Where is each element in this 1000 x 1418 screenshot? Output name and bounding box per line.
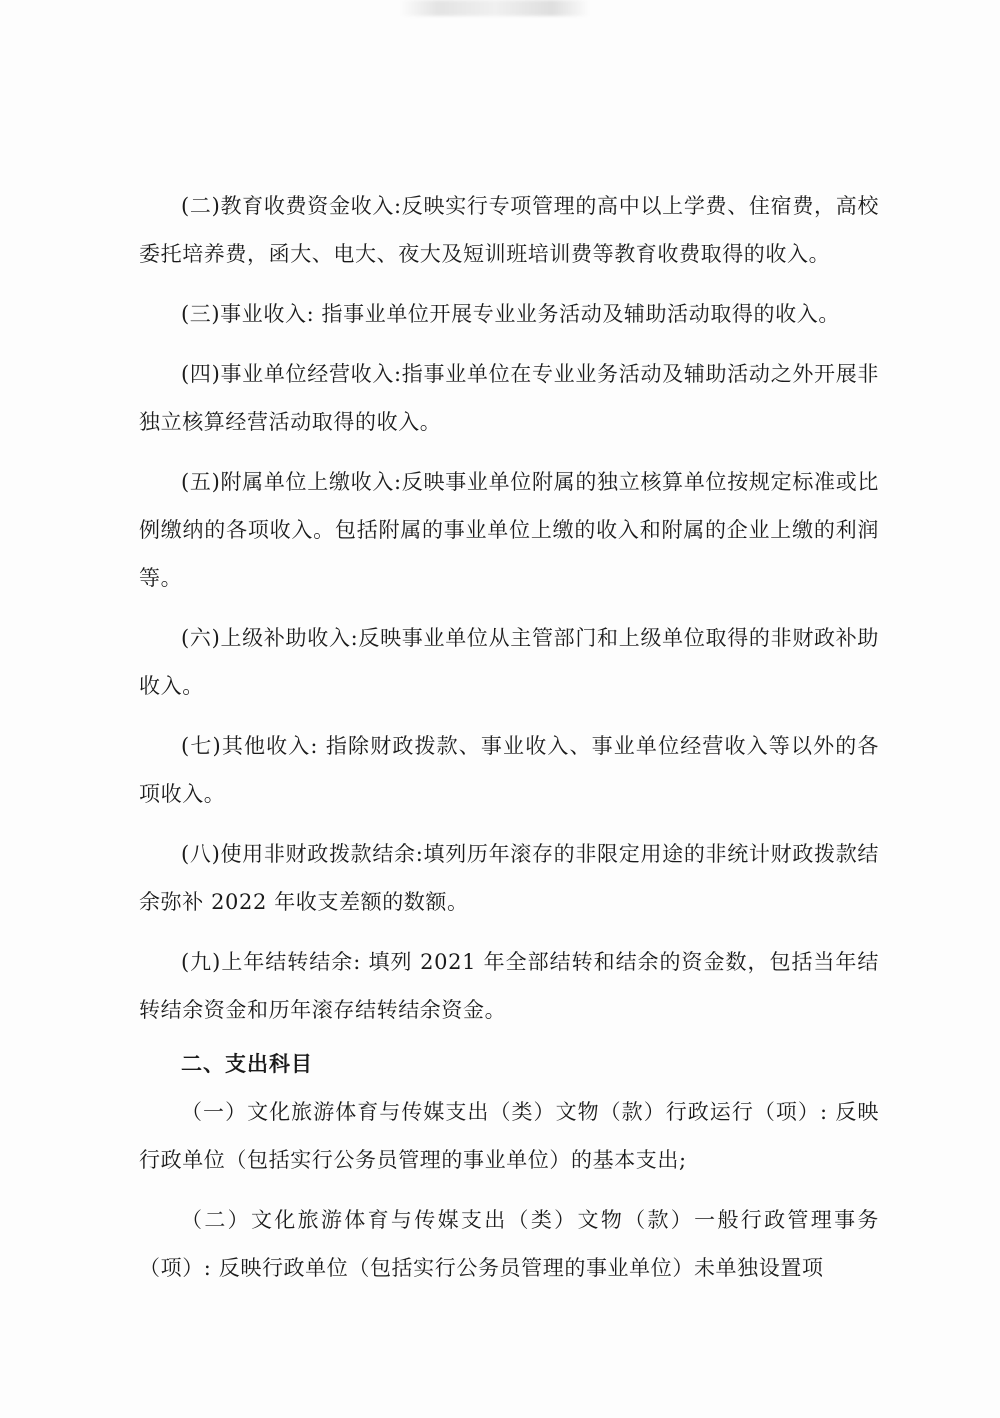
- paragraph-operating-income: (四)事业单位经营收入:指事业单位在专业业务活动及辅助活动之外开展非独立核算经营活动取得的收入。: [139, 362, 879, 434]
- paragraph-admin-operation: （一）文化旅游体育与传媒支出（类）文物（款）行政运行（项）: 反映行政单位（包括实行公务员管理的事业单位）的基本支出;: [139, 1100, 879, 1172]
- paragraph-general-admin: （二）文化旅游体育与传媒支出（类）文物（款）一般行政管理事务（项）: 反映行政单位（包括实行公务员管理的事业单位）未单独设置项: [139, 1208, 879, 1280]
- paragraph-prior-year-balance: (九)上年结转结余: 填列 2021 年全部结转和结余的资金数，包括当年结转结余资金和历年滚存结转结余资金。: [139, 950, 879, 1022]
- document-body: [139, 182, 879, 1292]
- paragraph-other-income: (七)其他收入: 指除财政拨款、事业收入、事业单位经营收入等以外的各项收入。: [139, 734, 879, 806]
- paragraph-affiliate-income: (五)附属单位上缴收入:反映事业单位附属的独立核算单位按规定标准或比例缴纳的各项收入。包括附属的事业单位上缴的收入和附属的企业上缴的利润等。: [139, 470, 879, 590]
- scan-artifact: [400, 0, 590, 16]
- section-heading-expenditure: 二、支出科目: [181, 1052, 313, 1076]
- paragraph-non-fiscal-balance: (八)使用非财政拨款结余:填列历年滚存的非限定用途的非统计财政拨款结余弥补 2022 年收支差额的数额。: [139, 842, 879, 914]
- paragraph-business-income: (三)事业收入: 指事业单位开展专业业务活动及辅助活动取得的收入。: [181, 302, 840, 326]
- paragraph-education-fees: (二)教育收费资金收入:反映实行专项管理的高中以上学费、住宿费，高校委托培养费，函大、电大、夜大及短训班培训费等教育收费取得的收入。: [139, 194, 879, 266]
- paragraph-superior-subsidy: (六)上级补助收入:反映事业单位从主管部门和上级单位取得的非财政补助收入。: [139, 626, 879, 698]
